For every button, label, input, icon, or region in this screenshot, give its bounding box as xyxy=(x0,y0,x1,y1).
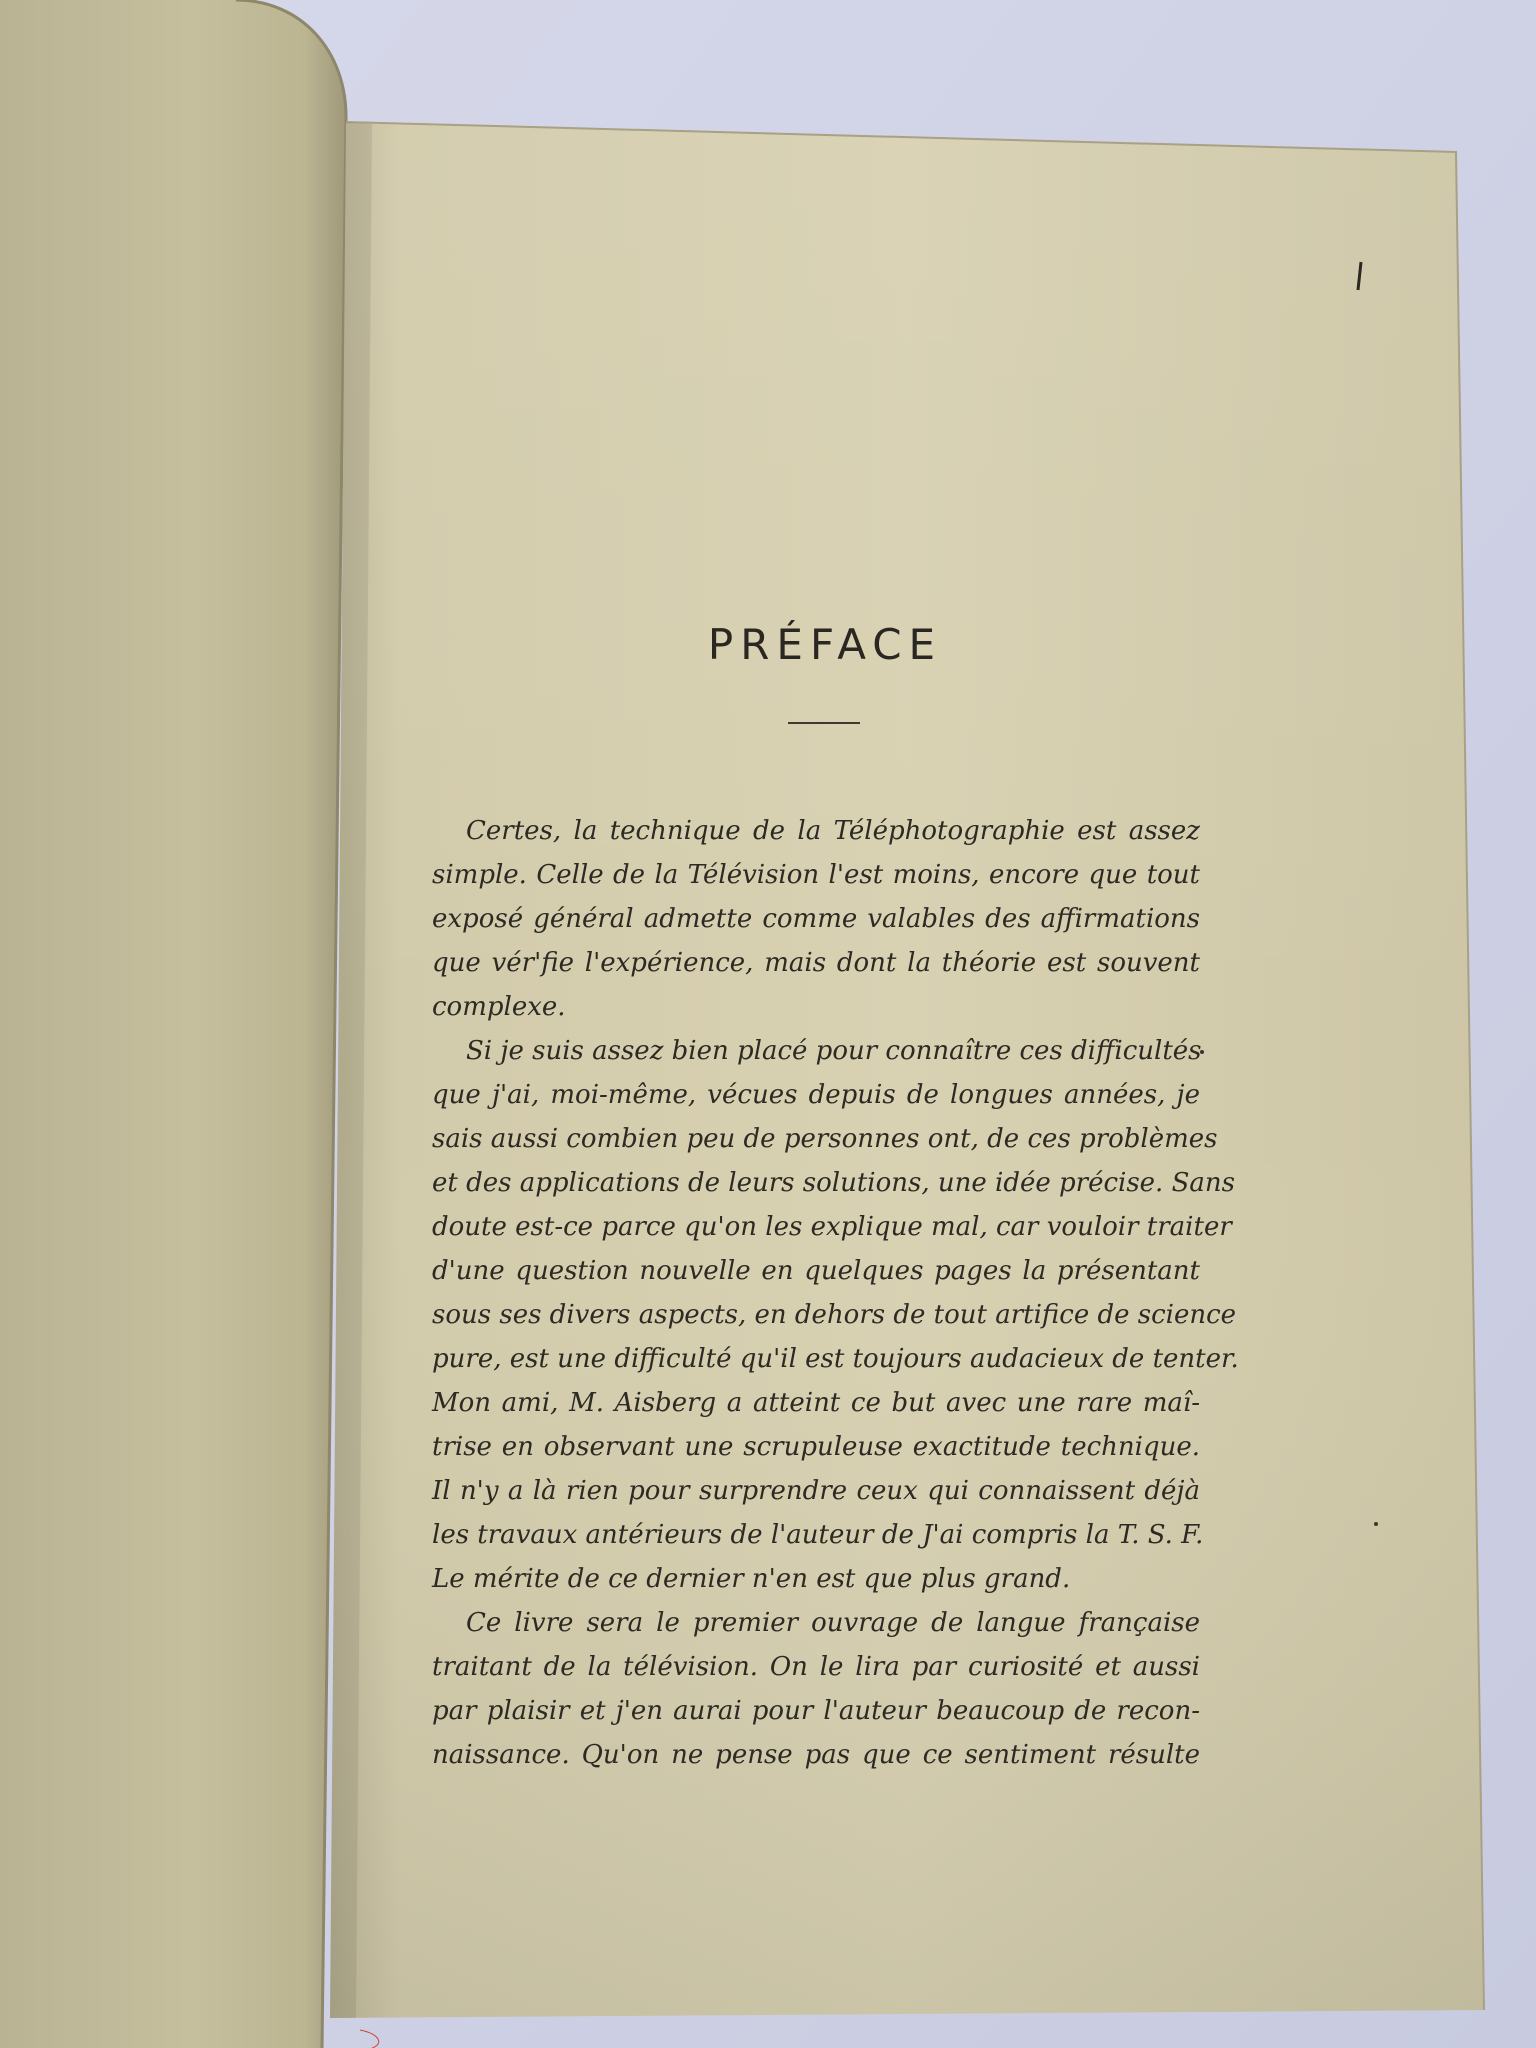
title-rule xyxy=(788,722,860,724)
text-line: que vér'fie l'expérience, mais dont la théorie est souvent xyxy=(432,948,1200,978)
text-line: les travaux antérieurs de l'auteur de J'ai compris la T. S. F. xyxy=(432,1520,1204,1550)
text-line: traitant de la télévision. On le lira par curiosité et aussi xyxy=(432,1652,1200,1682)
page-title: PRÉFACE xyxy=(707,620,943,669)
text-line: doute est-ce parce qu'on les explique mal, car vouloir traiter xyxy=(432,1212,1232,1242)
text-line: Ce livre sera le premier ouvrage de langue française xyxy=(466,1608,1200,1638)
text-line: complexe. xyxy=(432,992,566,1022)
text-line: Certes, la technique de la Téléphotographie est assez xyxy=(466,816,1200,846)
text-line: par plaisir et j'en aurai pour l'auteur beaucoup de recon- xyxy=(432,1696,1200,1726)
text-line: Le mérite de ce dernier n'en est que plus grand. xyxy=(432,1564,1071,1594)
text-line: pure, est une difficulté qu'il est toujours audacieux de tenter. xyxy=(432,1344,1239,1374)
text-line: Si je suis assez bien placé pour connaître ces difficultés xyxy=(466,1036,1202,1066)
text-line: trise en observant une scrupuleuse exactitude technique. xyxy=(432,1432,1200,1462)
text-line: Il n'y a là rien pour surprendre ceux qui connaissent déjà xyxy=(432,1476,1200,1506)
text-line: et des applications de leurs solutions, une idée précise. Sans xyxy=(432,1168,1235,1198)
text-line: exposé général admette comme valables des affirmations xyxy=(432,904,1200,934)
text-line: que j'ai, moi-même, vécues depuis de longues années, je xyxy=(432,1080,1200,1110)
text-line: sous ses divers aspects, en dehors de tout artifice de science xyxy=(432,1300,1237,1330)
text-line: d'une question nouvelle en quelques pages la présentant xyxy=(432,1256,1200,1286)
text-line: sais aussi combien peu de personnes ont, de ces problèmes xyxy=(432,1124,1218,1154)
text-line: simple. Celle de la Télévision l'est moins, encore que tout xyxy=(432,860,1200,890)
text-line: Mon ami, M. Aisberg a atteint ce but avec une rare maî- xyxy=(432,1388,1200,1418)
text-line: naissance. Qu'on ne pense pas que ce sentiment résulte xyxy=(432,1740,1200,1770)
